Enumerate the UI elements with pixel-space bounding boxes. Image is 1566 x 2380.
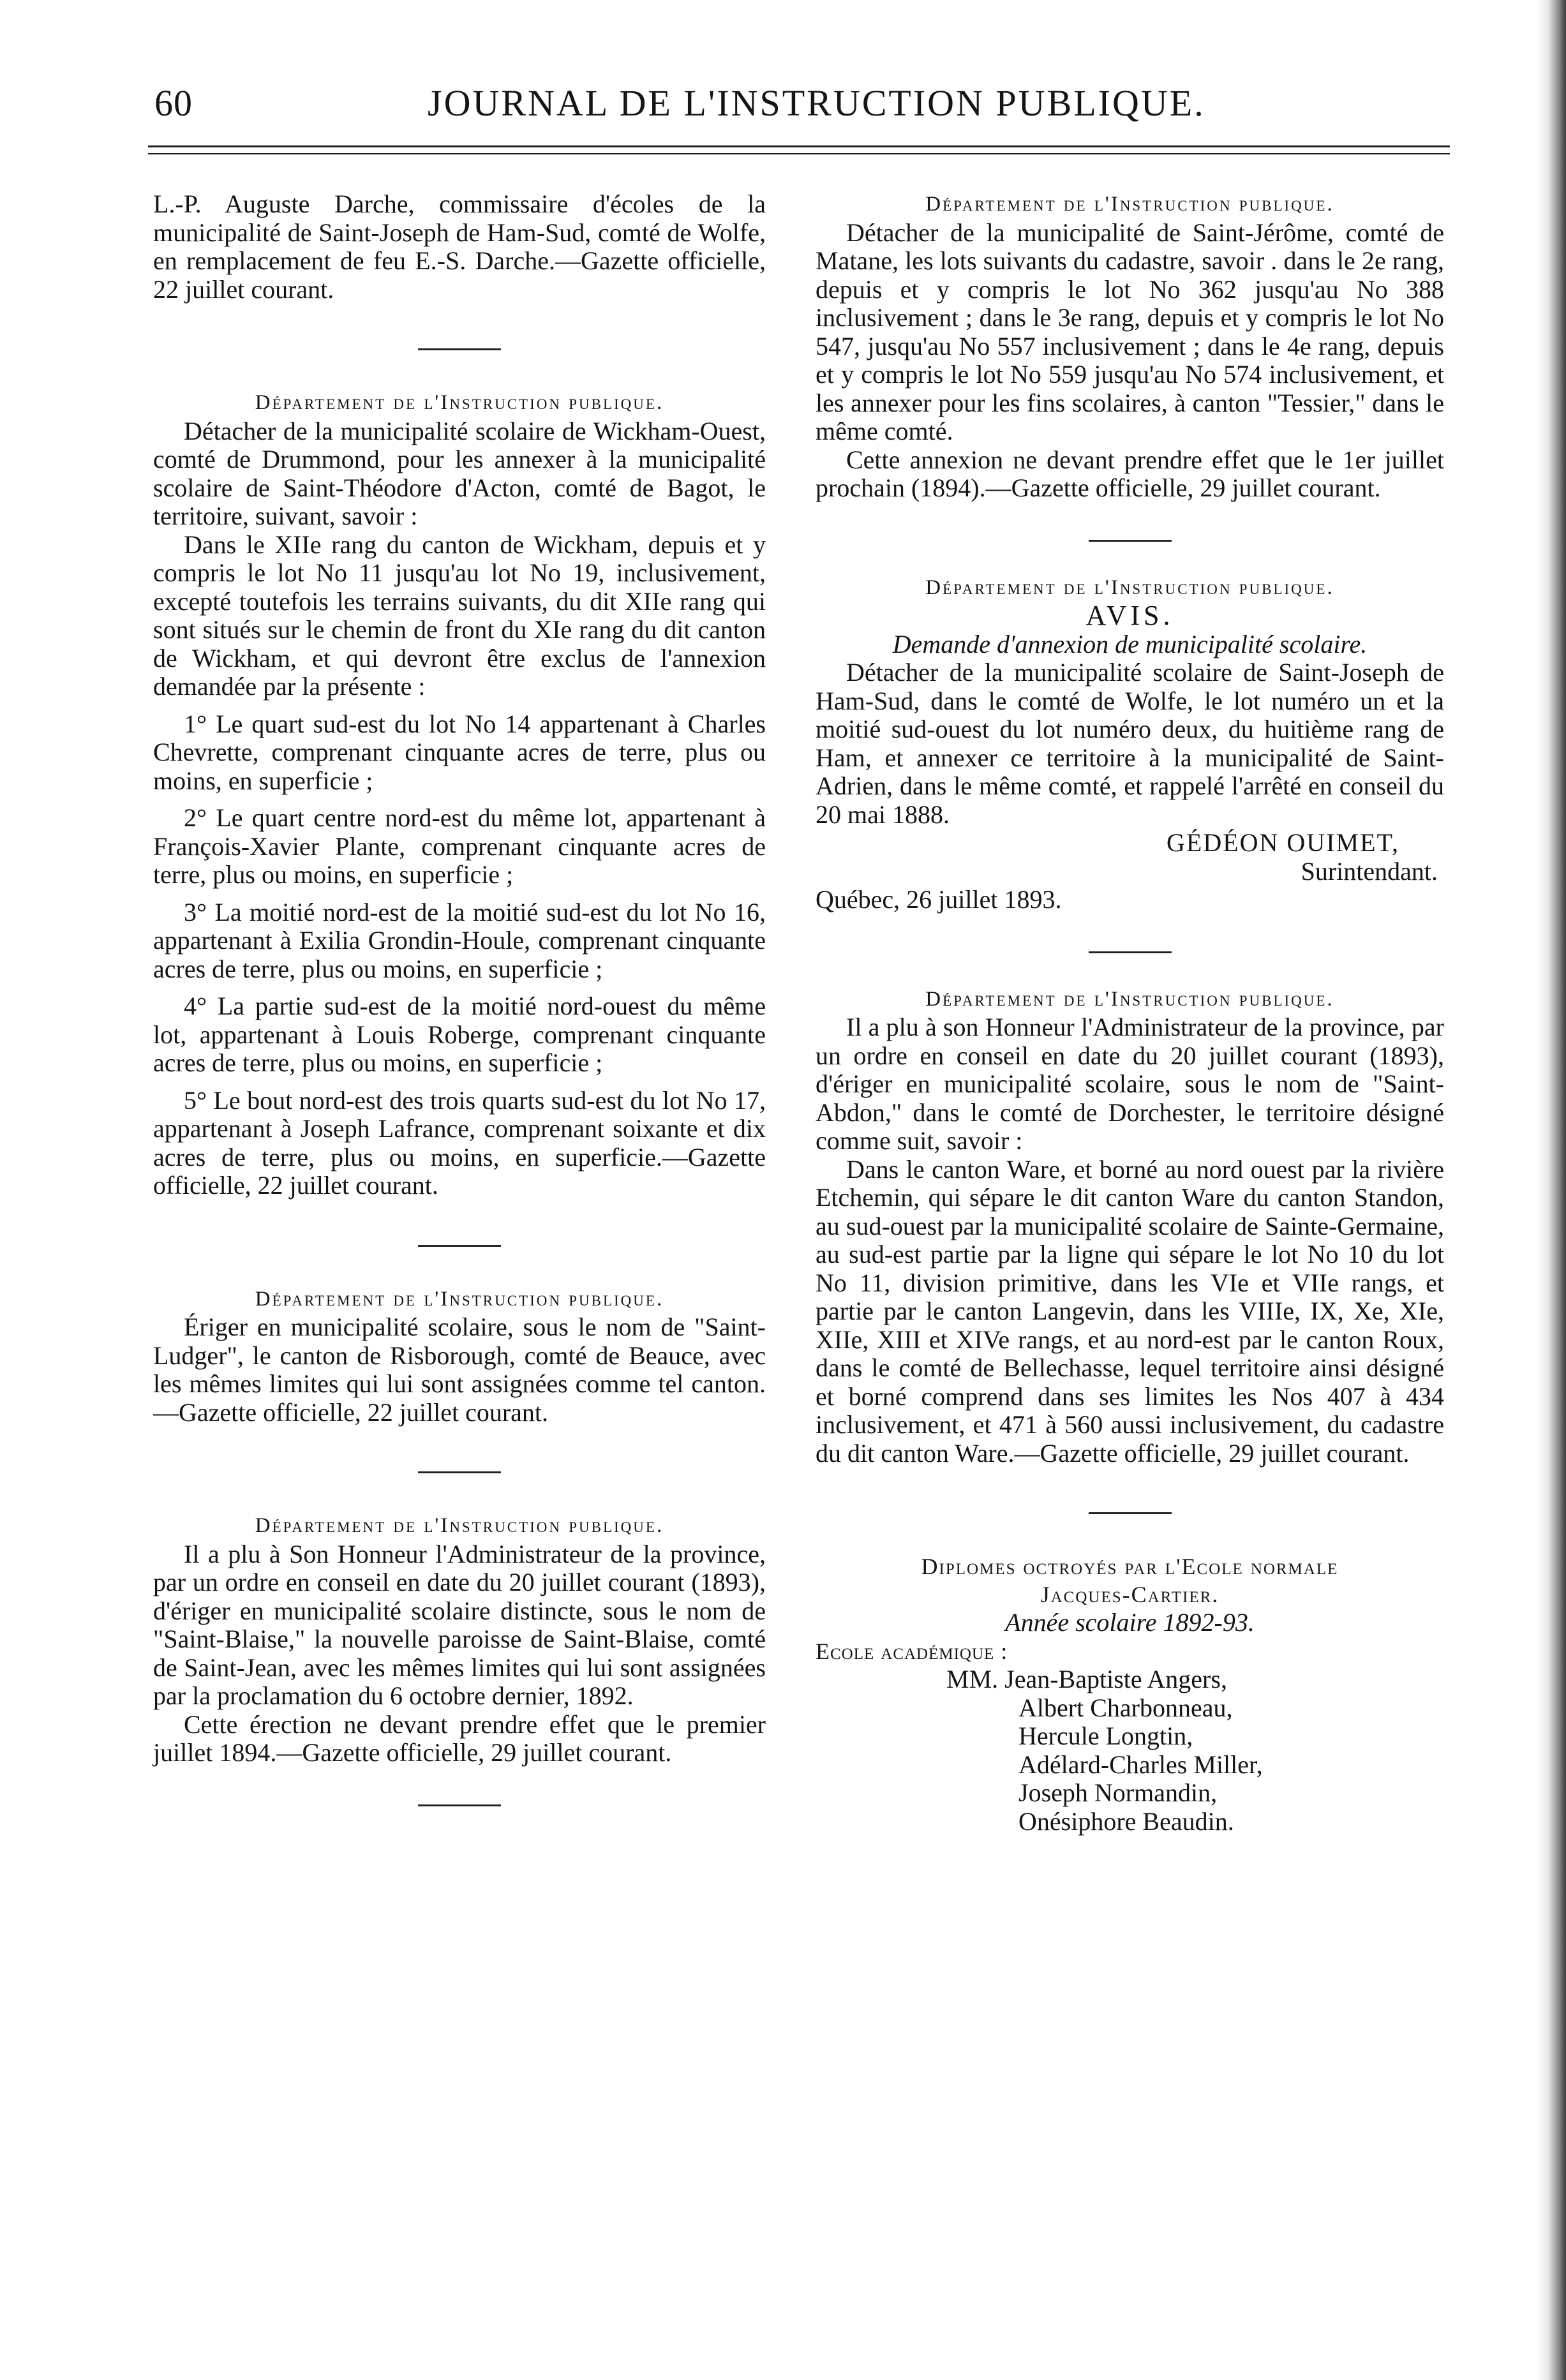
scan-edge-shadow bbox=[1537, 0, 1566, 2380]
header-rule-bottom bbox=[148, 153, 1450, 154]
notice-title: AVIS. bbox=[1085, 600, 1174, 631]
paragraph: Détacher de la municipalité scolaire de Wickham-Ouest, comté de Drummond, pour les annexer à la municipalité scolaire de Saint-Théodore d'Acton, comté de Bagot, le territoire, suivant, savoir : bbox=[153, 416, 766, 530]
page-header bbox=[147, 75, 1455, 133]
diplomas-title-line2: Jacques-Cartier. bbox=[1040, 1582, 1219, 1607]
paragraph: Détacher de la municipalité de Saint-Jérôme, comté de Matane, les lots suivants du cadastre, savoir . dans le 2e rang, depuis et y compris le lot No 362 jusqu'au No 388 inclusivement ; dans le 3e rang, depuis et y compris le lot No 547, jusqu'au No 557 inclusivement ; dans le 4e rang, depuis et y compris le lot No 559 jusqu'au No 574 inclusivement, et les annexer pour les fins scolaires, à canton "Tessier," dans le même comté. bbox=[816, 218, 1444, 445]
section-heading: Département de l'Instruction publique. bbox=[255, 391, 664, 414]
section-separator bbox=[418, 1471, 501, 1473]
intro-paragraph: L.-P. Auguste Darche, commissaire d'écoles de la municipalité de Saint-Joseph de Ham-Sud, comté de Wolfe, en remplacement de feu E.-S. Darche.—Gazette officielle, 22 juillet courant. bbox=[153, 190, 766, 304]
section-heading: Département de l'Instruction publique. bbox=[255, 1514, 664, 1537]
section-separator bbox=[418, 1804, 501, 1806]
list-item: Onésiphore Beaudin. bbox=[1018, 1806, 1234, 1836]
list-item: 1° Le quart sud-est du lot No 14 appartenant à Charles Chevrette, comprenant cinquante acres de terre, plus ou moins, en superficie ; bbox=[153, 709, 766, 795]
section-separator bbox=[1089, 1512, 1172, 1514]
list-item: Hercule Longtin, bbox=[1018, 1722, 1193, 1750]
list-item: 5° Le bout nord-est des trois quarts sud-est du lot No 17, appartenant à Joseph Lafrance, comprenant soixante et dix acres de terre, plus ou moins, en superficie.—Gazette officielle, 22 juillet courant. bbox=[153, 1085, 766, 1200]
section-heading: Département de l'Instruction publique. bbox=[925, 987, 1334, 1011]
section-separator bbox=[418, 1245, 501, 1247]
place-date: Québec, 26 juillet 1893. bbox=[816, 885, 1062, 914]
school-year: Année scolaire 1892-93. bbox=[1005, 1608, 1255, 1637]
section-separator bbox=[1089, 951, 1172, 953]
diplomas-title-line1: Diplomes octroyés par l'Ecole normale bbox=[921, 1554, 1339, 1579]
diplomas-title bbox=[816, 1552, 1444, 1609]
paragraph: Cette érection ne devant prendre effet que le premier juillet 1894.—Gazette officielle, 29 juillet courant. bbox=[153, 1709, 766, 1767]
paragraph: Dans le canton Ware, et borné au nord ouest par la rivière Etchemin, qui sépare le dit canton Ware du canton Standon, au sud-ouest par la municipalité scolaire de Sainte-Germaine, au sud-est partie par la ligne qui sépare le lot No 10 du lot No 11, division primitive, dans les VIe et VIIe rangs, et partie par le canton Langevin, dans les VIIIe, IX, Xe, XIe, XIIe, XIII et XIVe rangs, et au nord-est par le canton Roux, dans le comté de Bellechasse, lequel territoire ainsi désigné et borné comprend dans ses limites les Nos 407 à 434 inclusivement, et 471 à 560 aussi inclusivement, du cadastre du dit canton Ware.—Gazette officielle, 29 juillet courant. bbox=[816, 1154, 1444, 1468]
list-item: Albert Charbonneau, bbox=[1018, 1693, 1233, 1722]
header-rule-top bbox=[148, 145, 1450, 147]
paragraph: Ériger en municipalité scolaire, sous le nom de "Saint-Ludger", le canton de Risborough, comté de Beauce, avec les mêmes limites qui lui sont assignées comme tel canton.—Gazette officielle, 22 juillet courant. bbox=[153, 1313, 766, 1427]
right-column bbox=[816, 190, 1444, 1836]
ecole-label: Ecole académique : bbox=[816, 1638, 1008, 1664]
list-item: Joseph Normandin, bbox=[1018, 1778, 1218, 1807]
diploma-names-list bbox=[816, 1665, 1444, 1836]
section-heading: Département de l'Instruction publique. bbox=[925, 576, 1334, 599]
list-item: 4° La partie sud-est de la moitié nord-ouest du même lot, appartenant à Louis Roberge, comprenant cinquante acres de terre, plus ou moins, en superficie ; bbox=[153, 992, 766, 1077]
list-item: MM. Jean-Baptiste Angers, bbox=[946, 1665, 1227, 1693]
journal-title: JOURNAL DE L'INSTRUCTION PUBLIQUE. bbox=[428, 82, 1205, 124]
page-number: 60 bbox=[154, 82, 193, 124]
list-item: 2° Le quart centre nord-est du même lot, appartenant à François-Xavier Plante, comprenant cinquante acres de terre, plus ou moins, en superficie ; bbox=[153, 803, 766, 889]
section-separator bbox=[418, 348, 501, 350]
section-separator bbox=[1089, 540, 1172, 542]
paragraph: Il a plu à Son Honneur l'Administrateur de la province, par un ordre en conseil en date du 20 juillet courant (1893), d'ériger en municipalité scolaire distincte, sous le nom de "Saint-Blaise," la nouvelle paroisse de Saint-Blaise, comté de Saint-Jean, avec les mêmes limites qui lui sont assignées par la proclamation du 6 octobre dernier, 1892. bbox=[153, 1539, 766, 1710]
notice-subtitle: Demande d'annexion de municipalité scolaire. bbox=[892, 629, 1368, 658]
signature-name: GÉDÉON OUIMET, bbox=[1167, 828, 1399, 857]
section-heading: Département de l'Instruction publique. bbox=[255, 1287, 664, 1311]
paragraph: Il a plu à son Honneur l'Administrateur de la province, par un ordre en conseil en date du 20 juillet courant (1893), d'ériger en municipalité scolaire, sous le nom de "Saint-Abdon," dans le comté de Dorchester, le territoire désigné comme suit, savoir : bbox=[816, 1013, 1444, 1155]
section-heading: Département de l'Instruction publique. bbox=[925, 193, 1334, 216]
paragraph: Détacher de la municipalité scolaire de Saint-Joseph de Ham-Sud, dans le comté de Wolfe, le lot numéro un et la moitié sud-ouest du lot numéro deux, du huitième rang de Ham, et annexer ce territoire à la municipalité de Saint-Adrien, dans le même comté, et rappelé l'arrêté en conseil du 20 mai 1888. bbox=[816, 658, 1444, 829]
list-item: 3° La moitié nord-est de la moitié sud-est du lot No 16, appartenant à Exilia Grondin-Houle, comprenant cinquante acres de terre, plus ou moins, en superficie ; bbox=[153, 897, 766, 983]
paragraph: Dans le XIIe rang du canton de Wickham, depuis et y compris le lot No 11 jusqu'au lot No 19, inclusivement, excepté toutefois les terrains suivants, du dit XIIe rang qui sont situés sur le chemin de front du XIe rang du dit canton de Wickham, et qui devront être exclus de l'annexion demandée par la présente : bbox=[153, 530, 766, 701]
left-column bbox=[153, 190, 766, 1838]
paragraph: Cette annexion ne devant prendre effet que le 1er juillet prochain (1894).—Gazette officielle, 29 juillet courant. bbox=[816, 445, 1444, 502]
list-item: Adélard-Charles Miller, bbox=[1018, 1750, 1263, 1779]
signature-title: Surintendant. bbox=[1301, 856, 1438, 886]
